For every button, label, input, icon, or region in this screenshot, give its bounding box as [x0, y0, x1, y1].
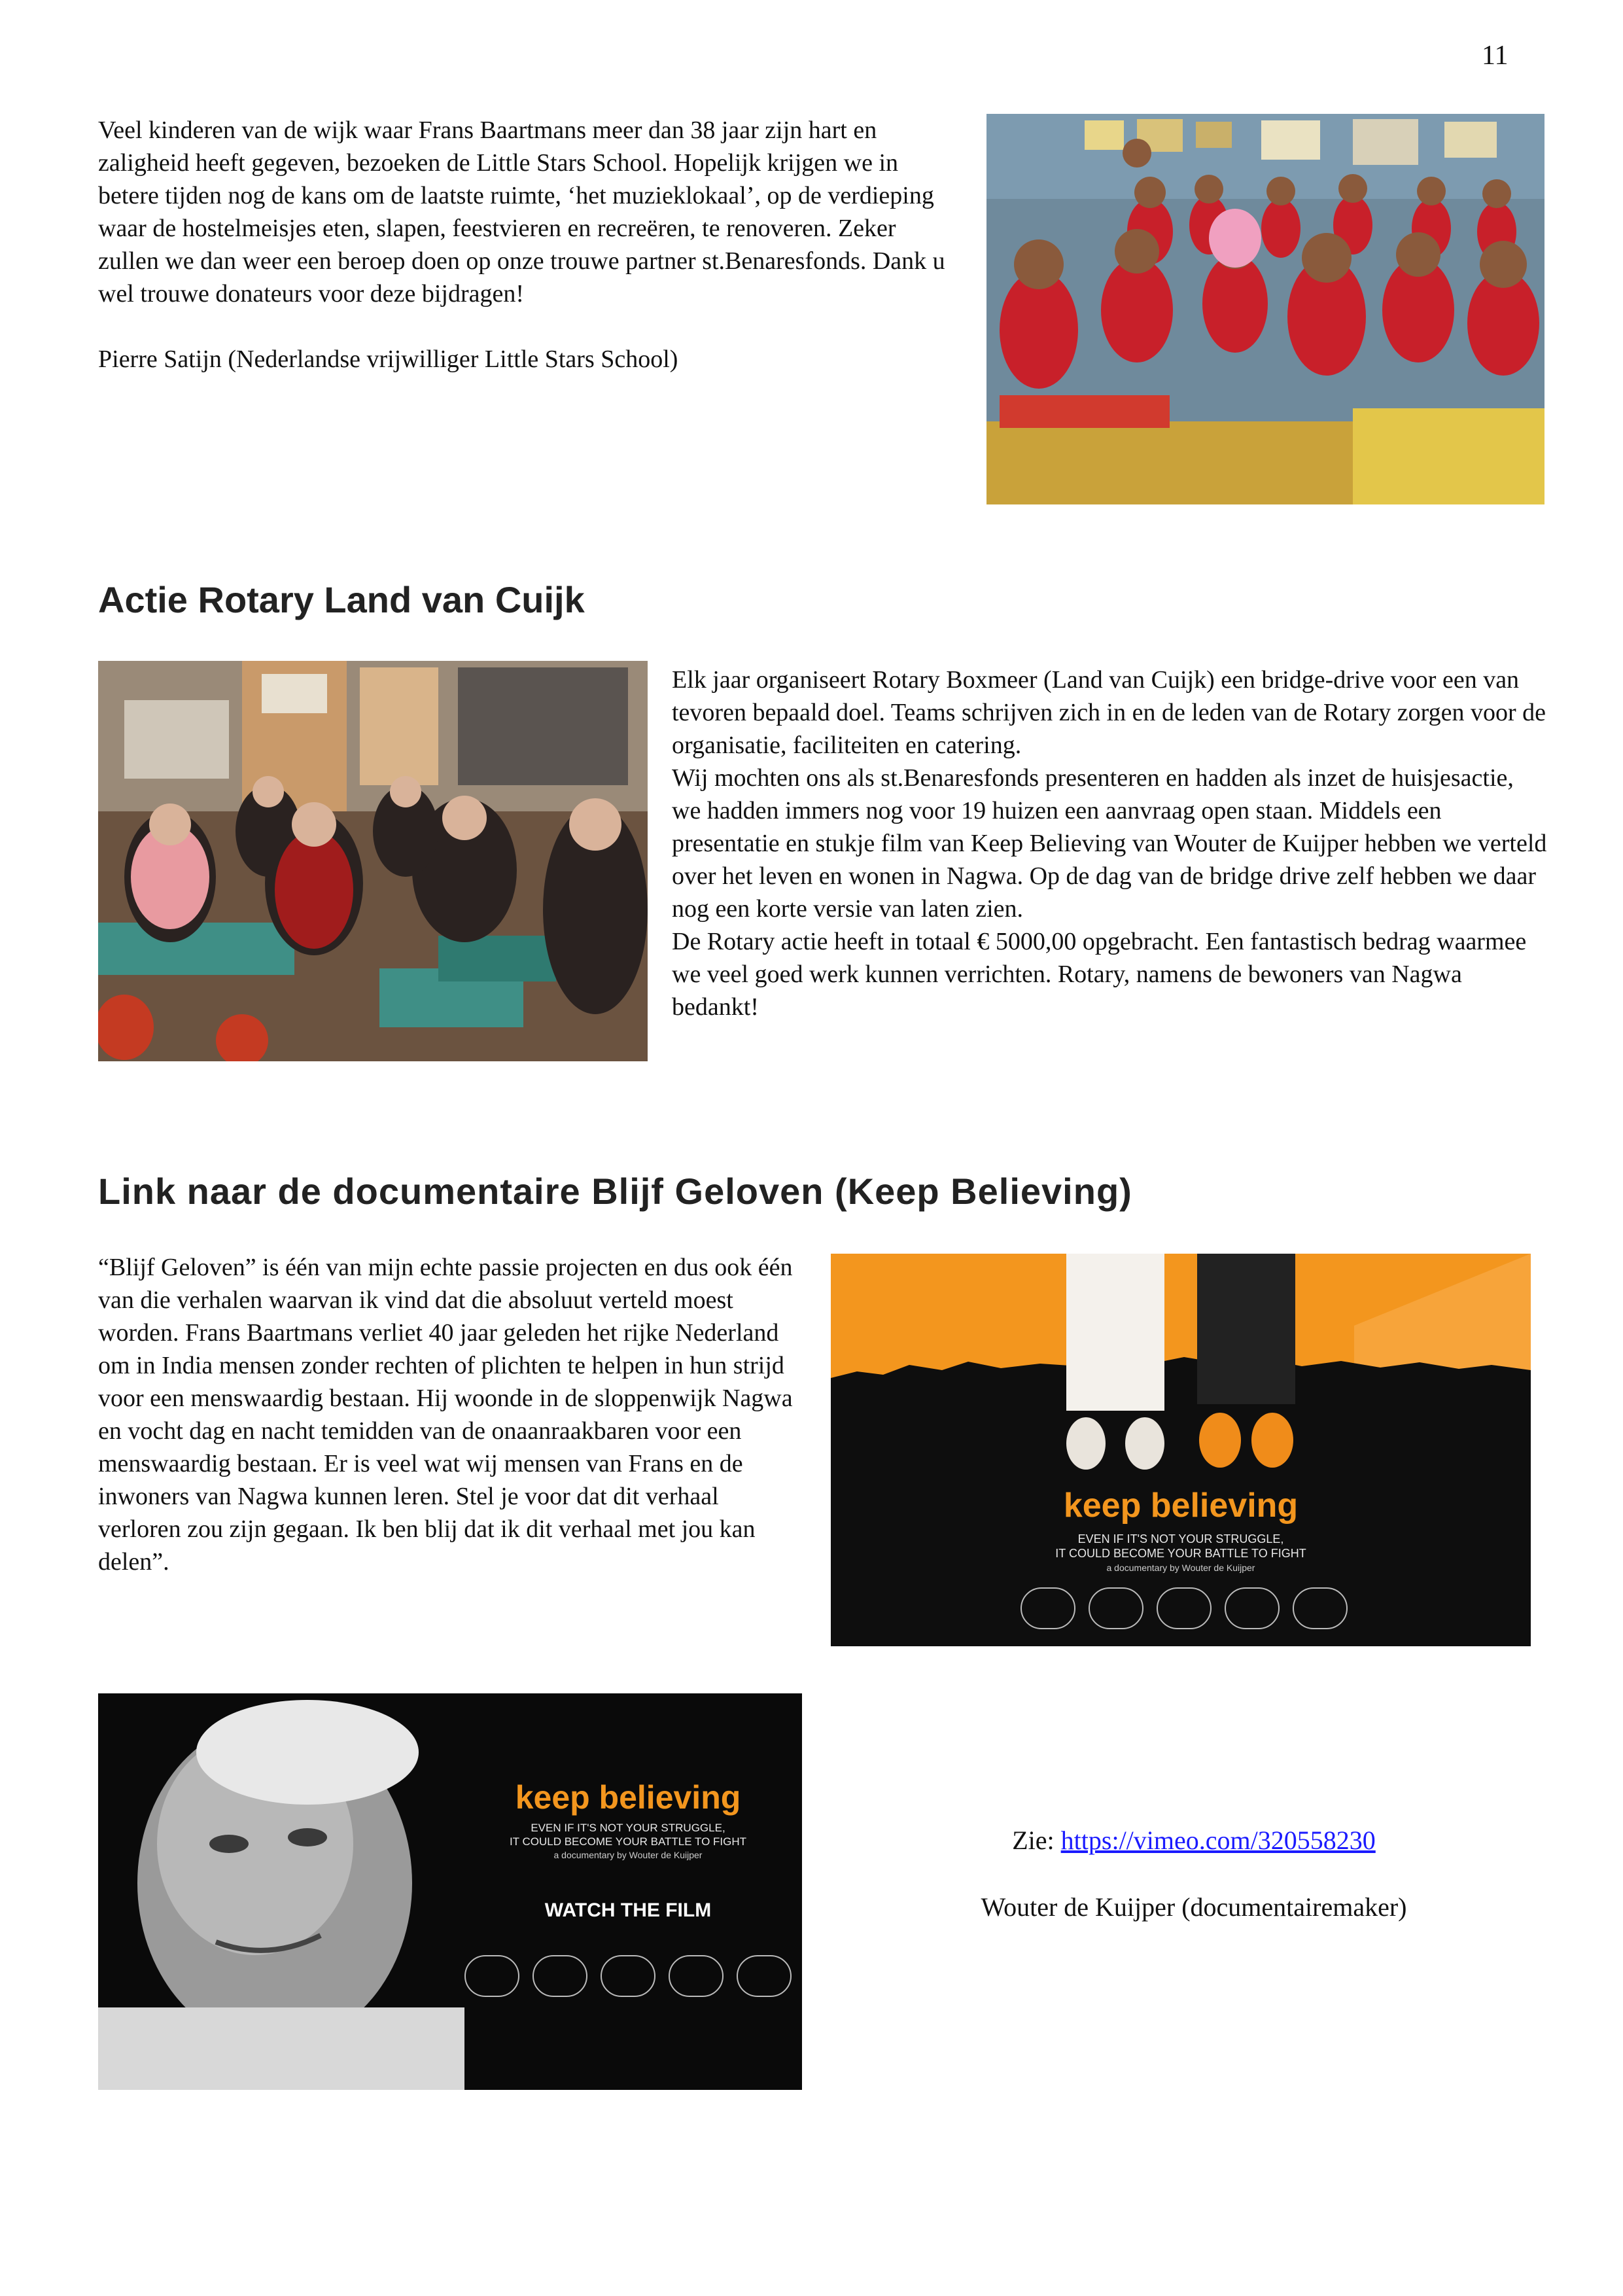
laurel-icon [1293, 1587, 1348, 1629]
laurel-icon [532, 1955, 587, 1997]
poster-credit: a documentary by Wouter de Kuijper [1106, 1563, 1255, 1573]
poster2-tagline [497, 1821, 759, 1862]
vimeo-link-line [850, 1824, 1537, 1857]
poster-tagline-line1: EVEN IF IT'S NOT YOUR STRUGGLE, [1077, 1532, 1284, 1545]
page-number: 11 [1482, 41, 1509, 71]
laurel-icon [1157, 1587, 1212, 1629]
documentary-paragraph: “Blijf Geloven” is één van mijn echte passie projecten en dus ook één van die verhalen waarvan ik vind dat die absoluut verteld moest worden. Frans Baartmans verliet 40 jaar geleden het rijke Nederland om in India mensen zonder rechten of plichten te helpen in hun strijd voor een menswaardig bestaan. Hij woonde in de sloppenwijk Nagwa en vocht dag en nacht temidden van de onaanraakbaren voor een menswaardig bestaan. Er is veel wat wij mensen van Frans en de inwoners van Nagwa kunnen leren. Stel je voor dat dit verhaal verloren zou zijn gegaan. Ik ben blij dat ik dit verhaal met jou kan delen”. [98, 1254, 793, 1576]
poster2-laurels [464, 1955, 792, 2001]
laurel-icon [1225, 1587, 1280, 1629]
classroom-photo [986, 114, 1544, 504]
poster-laurels [1021, 1587, 1348, 1633]
rotary-heading: Actie Rotary Land van Cuijk [98, 579, 585, 620]
laurel-icon [737, 1955, 792, 1997]
section1-text [98, 114, 955, 376]
laurel-icon [601, 1955, 655, 1997]
documentary-heading: Link naar de documentaire Blijf Geloven (Keep Believing) [98, 1171, 1132, 1212]
laurel-icon [464, 1955, 519, 1997]
poster-title: keep believing [1063, 1487, 1299, 1525]
laurel-icon [669, 1955, 724, 1997]
poster2-tagline-line2: IT COULD BECOME YOUR BATTLE TO FIGHT [509, 1835, 747, 1848]
rotary-paragraph-2: Wij mochten ons als st.Benaresfonds presenteren en hadden als inzet de huisjesactie, we hadden immers nog voor 19 huizen een aanvraag open staan. Middels een presentatie en stukje film van Keep Believing van Wouter de Kuijper hebben we verteld over het leven en wonen in Nagwa. Op de dag van de bridge drive zelf hebben we daar nog een korte versie van laten zien. [672, 764, 1547, 923]
documentary-author: Wouter de Kuijper (documentairemaker) [981, 1892, 1407, 1922]
watch-the-film-poster [98, 1693, 802, 2090]
poster2-credit: a documentary by Wouter de Kuijper [553, 1850, 703, 1860]
see-label: Zie: [1012, 1826, 1055, 1855]
rotary-paragraph-1: Elk jaar organiseert Rotary Boxmeer (Land van Cuijk) een bridge-drive voor een van tevoren bepaald doel. Teams schrijven zich in en de leden van de Rotary zorgen voor de organisatie, faciliteiten en catering. [672, 666, 1546, 759]
poster-tagline [831, 1532, 1531, 1575]
poster2-title: keep believing [515, 1779, 741, 1816]
poster-tagline-line2: IT COULD BECOME YOUR BATTLE TO FIGHT [1055, 1547, 1306, 1560]
poster2-tagline-line1: EVEN IF IT'S NOT YOUR STRUGGLE, [531, 1822, 725, 1834]
laurel-icon [1021, 1587, 1075, 1629]
section1-paragraph: Veel kinderen van de wijk waar Frans Baartmans meer dan 38 jaar zijn hart en zaligheid heeft gegeven, bezoeken de Little Stars School. Hopelijk krijgen we in betere tijden nog de kans om de laatste ruimte, ‘het muzieklokaal’, op de verdieping waar de hostelmeisjes eten, slapen, feestvieren en recreëren, te renoveren. Zeker zullen we dan weer een beroep doen op onze trouwe partner st.Benaresfonds. Dank u wel trouwe donateurs voor deze bijdragen! [98, 116, 945, 308]
laurel-icon [1089, 1587, 1143, 1629]
rotary-paragraph-3: De Rotary actie heeft in totaal € 5000,00 opgebracht. Een fantastisch bedrag waarmee we veel goed werk kunnen verrichten. Rotary, namens de bewoners van Nagwa bedankt! [672, 928, 1527, 1021]
keep-believing-poster [831, 1254, 1531, 1646]
bridge-drive-photo [98, 661, 648, 1061]
section1-signature: Pierre Satijn (Nederlandse vrijwilliger Little Stars School) [98, 345, 678, 373]
rotary-text [672, 663, 1548, 1023]
watch-the-film-label: WATCH THE FILM [544, 1899, 712, 1921]
vimeo-link[interactable]: https://vimeo.com/320558230 [1060, 1826, 1376, 1855]
